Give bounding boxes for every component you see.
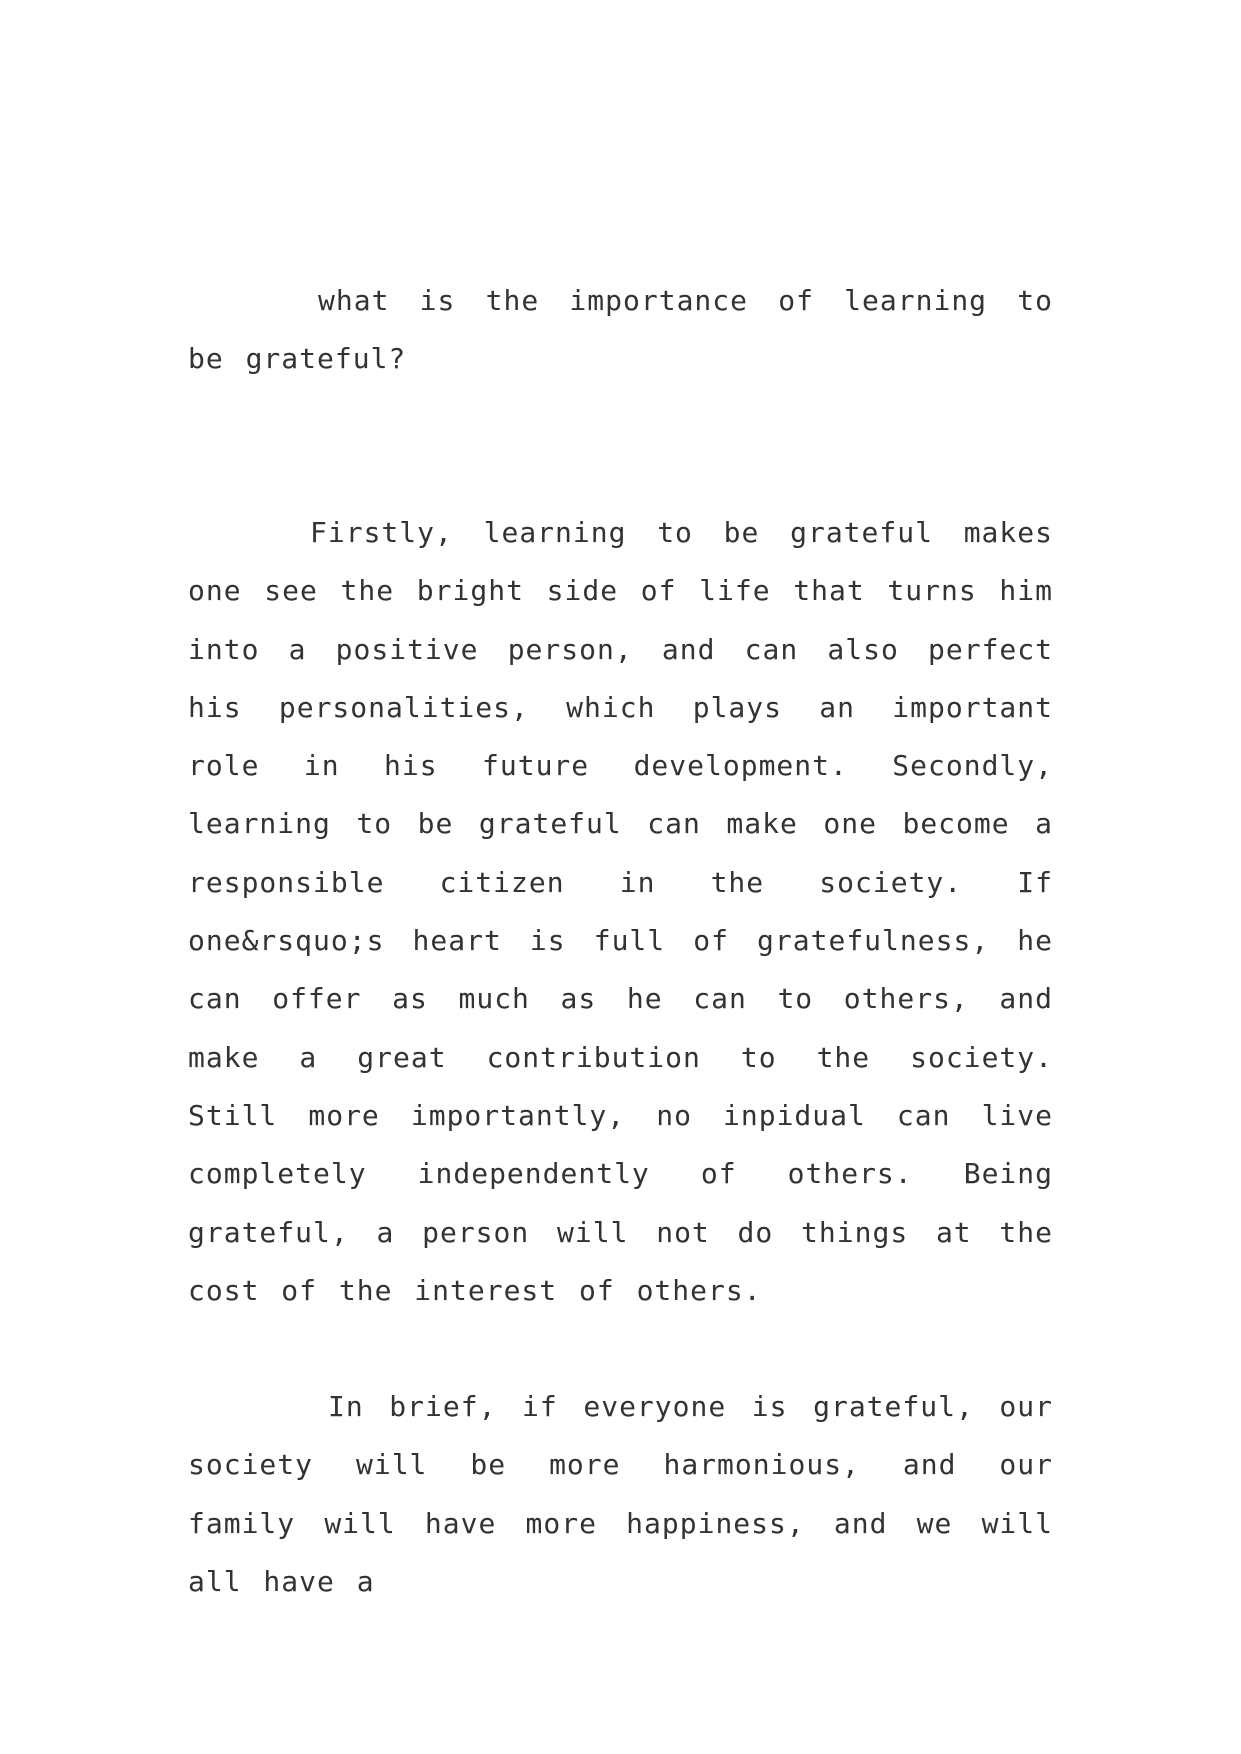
body-paragraph: Firstly, learning to be grateful makes one see the bright side of life that turns him into a positive person, and can also perfect his personalities, which plays an important role in his future development. Secondly, learning to be grateful can make one become a responsible citizen in the society. If one&rsquo;s heart is full of gratefulness, he can offer as much as he can to others, and make a great contribution to the society. Still more importantly, no inpidual can live completely independently of others. Being grateful, a person will not do things at the cost of the interest of others. [188,516,1053,1307]
question-paragraph: what is the importance of learning to be grateful? [188,284,1053,376]
conclusion-paragraph: In brief, if everyone is grateful, our society will be more harmonious, and our family will have more happiness, and we will all have a [188,1390,1053,1598]
